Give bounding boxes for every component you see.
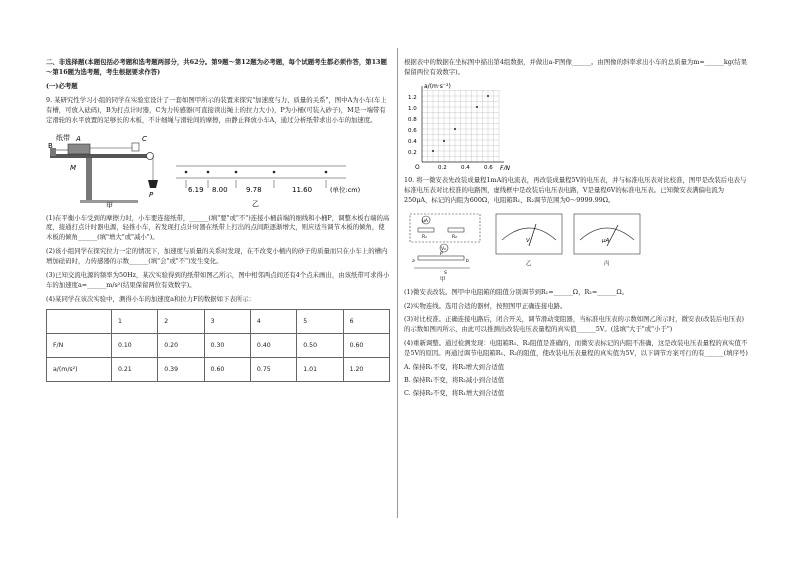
option-a: A. 保持R₁不变，将R₂增大到合适值 xyxy=(404,363,505,372)
label-jia2: 甲 xyxy=(440,276,446,282)
table-cell: 1.20 xyxy=(343,357,389,381)
q10-intro: 10. 将一微安表先改装成量程1mA的电流表，再改装成量程5V的电压表，并与标准电压表对比校准，图甲是改装后电表与标准电压表对比校准的电路图，虚线框中是改装后电压表电路，V是量程6V的标准电压表。已知微安表满偏电流为250μA，标记的内阻为600Ω，电阻箱R₁、R₂调节范围为0～9999.99Ω。 xyxy=(404,175,747,204)
q9-part2: (2)该小组同学在探究拉力一定的情况下，加速度与质量的关系时发现，在不改变小桶内的砂子的质量而只在小车上的槽内增加砝码时，力传感器的示数______(填"会"或"不")发生变化。 xyxy=(46,247,388,266)
table-cell: 0.21 xyxy=(111,357,157,381)
table-cell: 5 xyxy=(297,309,343,333)
graph-point xyxy=(432,150,434,152)
q10-part3: (3)对比校准。正确连接电路后，闭合开关，调节滑动变阻器，当标准电压表的示数如图乙所示时，微安表(改装后电压表)的示数如图丙所示，由此可以推测出改装电压表量程的真实值______5V。(选填"大于"或"小于") xyxy=(404,315,744,334)
table-cell: 0.60 xyxy=(343,333,389,357)
tape-value: 9.78 xyxy=(246,185,262,194)
y-tick: 1.0 xyxy=(408,105,417,112)
board-m xyxy=(50,154,150,158)
data-table xyxy=(46,309,390,382)
label-b: B xyxy=(48,141,53,150)
table-row xyxy=(47,357,390,381)
label-a2: a xyxy=(412,258,415,264)
table-cell: 0.39 xyxy=(158,357,204,381)
table-cell: 1.01 xyxy=(297,357,343,381)
column-divider xyxy=(397,48,398,518)
table-leg xyxy=(86,158,92,202)
label-yi2: 乙 xyxy=(526,260,532,267)
table-cell: 4 xyxy=(250,309,296,333)
label-c: C xyxy=(142,134,147,143)
resistor-r2 xyxy=(448,228,464,232)
label-m: M xyxy=(70,163,77,172)
option-b: B. 保持R₁不变，将R₂减小到合适值 xyxy=(404,376,505,385)
q9-part3: (3)已知交流电源的频率为50Hz，某次实验得到的纸带如图乙所示，图中相邻两点间还有4个点未画出，由该纸带可求得小车的加速度a=______m/s²(结果保留两位有效数字)。 xyxy=(46,271,390,290)
q9-intro: 9. 某研究性学习小组的同学在实验室设计了一套如图甲所示的装置来探究"加速度与力、质量的关系"，图中A为小车(车上有槽，可放入砝码)，B为打点计时器，C为力传感器(可直接读出绳上的拉力大小)，P为小桶(可装入砂子)，M是一端带有定滑轮的水平放置的足够长的木板，不计细绳与滑轮间的摩擦，由静止释放小车A，通过分析纸带求出小车的加速度。 xyxy=(46,95,387,124)
label-ua: μA xyxy=(422,218,428,224)
y-tick: 0.4 xyxy=(408,138,417,145)
sub-heading: (一)必考题 xyxy=(46,81,78,90)
table-cell: 0.50 xyxy=(297,333,343,357)
table-cell: 0.30 xyxy=(204,333,250,357)
tape-dot xyxy=(235,170,238,173)
right-column xyxy=(404,58,749,402)
table-cell: 0.20 xyxy=(158,333,204,357)
apparatus-svg xyxy=(46,130,391,208)
table-row xyxy=(47,333,390,357)
q9-part4: (4)某同学在该次实验中，测得小车的加速度a和拉力F的数据如下表所示： xyxy=(46,294,256,303)
tape-unit: (单位:cm) xyxy=(330,185,361,194)
voltmeter-dial xyxy=(496,214,562,254)
table-cell: 1 xyxy=(111,309,157,333)
table-cell: 0.75 xyxy=(250,357,296,381)
y-tick: 0.2 xyxy=(408,149,417,156)
table-cell: F/N xyxy=(47,333,112,357)
figure-graph xyxy=(404,82,749,170)
table-cell: a/(m/s²) xyxy=(47,357,112,381)
tape-value: 6.19 xyxy=(188,185,204,194)
tape-dot xyxy=(325,170,328,173)
tape-dot xyxy=(207,170,210,173)
label-v: V xyxy=(526,237,530,244)
table-cell: 0.40 xyxy=(250,333,296,357)
graph-svg xyxy=(404,82,749,170)
resistor-r1 xyxy=(418,228,434,232)
table-cell xyxy=(47,309,112,333)
tape-value: 11.60 xyxy=(292,185,313,194)
y-tick: 0.6 xyxy=(408,127,417,134)
left-column xyxy=(46,58,391,382)
graph-point xyxy=(454,128,456,130)
label-p2: P xyxy=(440,251,443,257)
figure-apparatus xyxy=(46,130,391,208)
table-cell: 2 xyxy=(158,309,204,333)
section-heading: 二、非选择题(本题包括必考题和选考题两部分，共62分。第9题～第12题为必考题，每个试题考生都必须作答，第13题～第16题为选考题，考生根据要求作答) xyxy=(46,58,387,76)
graph-origin: O xyxy=(415,163,420,170)
q10-part1: (1)微安表改装。图甲中电阻箱的阻值分别调节到R₁=______Ω，R₂=______Ω。 xyxy=(404,287,629,296)
label-r2: R₂ xyxy=(452,234,457,240)
option-c: C. 保持R₂不变，将R₁增大到合适值 xyxy=(404,388,505,397)
y-tick: 1.2 xyxy=(408,94,417,101)
label-mua: μA xyxy=(602,237,610,244)
label-v0: V₀ xyxy=(441,246,446,252)
label-r1: R₁ xyxy=(422,234,427,240)
label-yi: 乙 xyxy=(252,199,259,208)
graph-point xyxy=(487,95,489,97)
cart-a xyxy=(68,144,90,154)
label-zhidai: 纸带 xyxy=(56,133,70,142)
table-row xyxy=(47,309,390,333)
x-tick: 0.4 xyxy=(461,164,470,170)
tape-value: 8.00 xyxy=(212,185,228,194)
figure-circuit xyxy=(404,210,749,282)
label-s: S xyxy=(444,270,447,276)
graph-point xyxy=(476,106,478,108)
q10-part4: (4)重新调整。通过检测发现：电阻箱R₁、R₂阻值是准确的，而微安表标记的内阻不准确，这是改装电压表量程的真实值不是5V的原因。再通过调节电阻箱R₁、R₂的阻值，使改装电压表量程的真实值为5V，以下调节方案可行的有______(填序号) xyxy=(404,339,748,358)
sensor-c xyxy=(132,143,139,151)
label-p: P xyxy=(149,190,154,199)
y-tick: 0.8 xyxy=(408,116,417,123)
microammeter-dial xyxy=(574,214,640,254)
graph-ylabel: a/(m·s⁻²) xyxy=(424,82,451,90)
x-tick: 0.6 xyxy=(484,164,493,170)
label-a: A xyxy=(76,134,81,143)
table-cell: 0.60 xyxy=(204,357,250,381)
label-jia: 甲 xyxy=(106,201,113,208)
q9-part4-continued: 根据表中的数据在坐标图中描出第4组数据，并做出a-F图像______。由图像的斜率求出小车的总质量为m=______kg(结果保留两位有效数字)。 xyxy=(404,58,748,76)
tape-dot xyxy=(273,170,276,173)
tape-dot xyxy=(185,170,188,173)
table-cell: 0.10 xyxy=(111,333,157,357)
label-b2: b xyxy=(466,258,469,264)
x-tick: 0.2 xyxy=(438,164,447,170)
q10-part2: (2)实物连线。选用合适的器材，按照图甲正确连接电路。 xyxy=(404,301,567,310)
q9-part1: (1)在平衡小车受到的摩擦力时，小车要连接纸带，______(填"要"或"不")连接小桶前端的细线和小桶P，调整木板右端的高度，接通打点计时器电源，轻推小车，若发现打点计时器在纸带上打出的点间距逐渐增大，则应适当调节木板的倾角，使木板的倾角______(填"增大"或"减小")。 xyxy=(46,213,390,242)
graph-point xyxy=(443,140,445,142)
table-cell: 6 xyxy=(343,309,389,333)
table-cell: 3 xyxy=(204,309,250,333)
pulley xyxy=(147,152,154,159)
label-bing: 丙 xyxy=(604,260,610,267)
graph-xlabel: F/N xyxy=(500,164,510,170)
bucket-p xyxy=(148,180,158,188)
circuit-svg xyxy=(404,210,749,282)
